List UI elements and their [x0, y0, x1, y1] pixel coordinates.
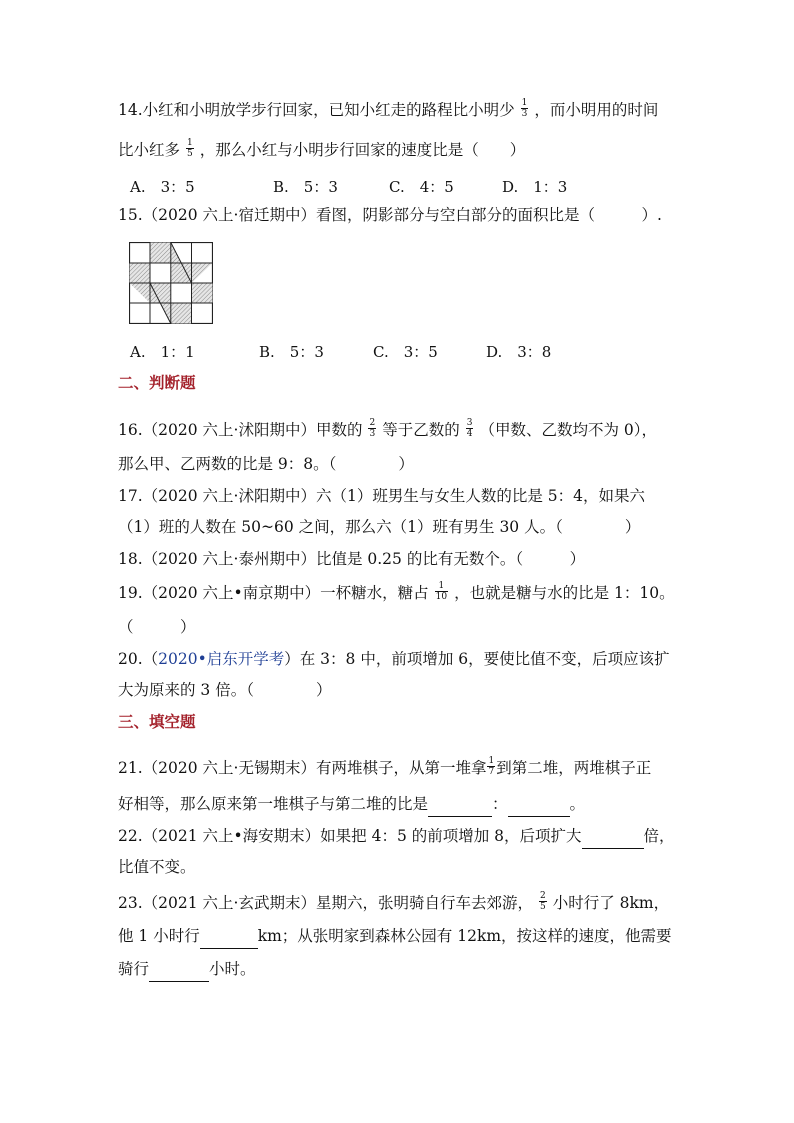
q15-option-d[interactable]: D. 3：8: [486, 343, 552, 361]
q21-line1: 21.（2020 六上·无锡期末）有两堆棋子，从第一堆拿 $\frac{1}{7}$ 到第二堆，两堆棋子正: [118, 755, 652, 777]
q20-line1: 20.（2020•启东开学考）在 3：8 中，前项增加 6，要使比值不变，后项应该扩: [118, 650, 670, 668]
q23-line3: 骑行 小时。: [118, 957, 256, 982]
q15-shaded-square-figure: [129, 242, 213, 328]
q15-text: 15.（2020 六上·宿迁期中）看图，阴影部分与空白部分的面积比是（ ）.: [118, 206, 662, 224]
q14-line2: 比小红多 $\frac{1}{5}$ ，那么小红与小明步行回家的速度比是（ ）: [118, 137, 526, 159]
q16-fraction-1: $\frac{2}{3}$: [369, 417, 376, 439]
q14-fraction-2: $\frac{1}{5}$: [187, 137, 193, 159]
q22-answer-blank[interactable]: [582, 824, 644, 849]
q15-option-b[interactable]: B. 5：3: [259, 343, 324, 361]
q14-line1: 14.小红和小明放学步行回家，已知小红走的路程比小明少 $\frac{1}{3}$ ，而小明用的时间: [118, 97, 659, 119]
q20-line2: 大为原来的 3 倍。（ ）: [118, 681, 332, 699]
q22-line2: 比值不变。: [118, 858, 196, 876]
q14-text: 14.小红和小明放学步行回家，已知小红走的路程比小明少: [118, 101, 515, 119]
q14-option-c[interactable]: C. 4：5: [389, 178, 454, 196]
q23-answer-blank-2[interactable]: [149, 957, 209, 982]
q19-fraction: $\frac{1}{10}$: [435, 580, 448, 602]
section-title-judgement: 二、判断题: [118, 374, 196, 392]
q15-option-a[interactable]: A. 1：1: [130, 343, 195, 361]
q20-source-link[interactable]: 2020•启东开学考: [158, 650, 285, 668]
q14-option-d[interactable]: D. 1：3: [502, 178, 568, 196]
section-title-fill-in: 三、填空题: [118, 713, 196, 731]
q15-option-c[interactable]: C. 3：5: [373, 343, 438, 361]
q18-line1: 18.（2020 六上·泰州期中）比值是 0.25 的比有无数个。（ ）: [118, 550, 586, 568]
q21-answer-blank-2[interactable]: [508, 792, 570, 817]
q16-line1: 16.（2020 六上·沭阳期中）甲数的 $\frac{2}{3}$ 等于乙数的 $\frac{3}{4}$ （甲数、乙数均不为 0），: [118, 417, 657, 439]
q21-answer-blank-1[interactable]: [428, 792, 492, 817]
q17-line1: 17.（2020 六上·沭阳期中）六（1）班男生与女生人数的比是 5：4，如果六: [118, 487, 645, 505]
q16-line2: 那么甲、乙两数的比是 9：8。（ ）: [118, 455, 414, 473]
q22-line1: 22.（2021 六上•海安期末）如果把 4：5 的前项增加 8，后项扩大 倍，: [118, 824, 675, 849]
q19-line1: 19.（2020 六上•南京期中）一杯糖水，糖占 $\frac{1}{10}$ ，也就是糖与水的比是 1：10。: [118, 580, 675, 602]
q21-line2: 好相等，那么原来第一堆棋子与第二堆的比是 ： 。: [118, 792, 585, 817]
q19-line2: （ ）: [118, 618, 196, 636]
q15-line1: [118, 203, 662, 227]
q17-line2: （1）班的人数在 50~60 之间，那么六（1）班有男生 30 人。（ ）: [118, 518, 641, 536]
q14-option-b[interactable]: B. 5：3: [273, 178, 338, 196]
q16-fraction-2: $\frac{3}{4}$: [466, 417, 473, 439]
q23-answer-blank-1[interactable]: [200, 924, 258, 949]
q14-option-a[interactable]: A. 3：5: [130, 178, 195, 196]
q23-fraction: $\frac{2}{5}$: [539, 890, 546, 912]
q23-line2: 他 1 小时行 km；从张明家到森林公园有 12km，按这样的速度，他需要: [118, 924, 672, 949]
q21-fraction: $\frac{1}{7}$: [488, 755, 495, 777]
q23-line1: 23.（2021 六上·玄武期末）星期六，张明骑自行车去郊游， $\frac{2}{5}$ 小时行了 8km，: [118, 890, 670, 912]
q14-fraction-1: $\frac{1}{3}$: [521, 97, 528, 119]
